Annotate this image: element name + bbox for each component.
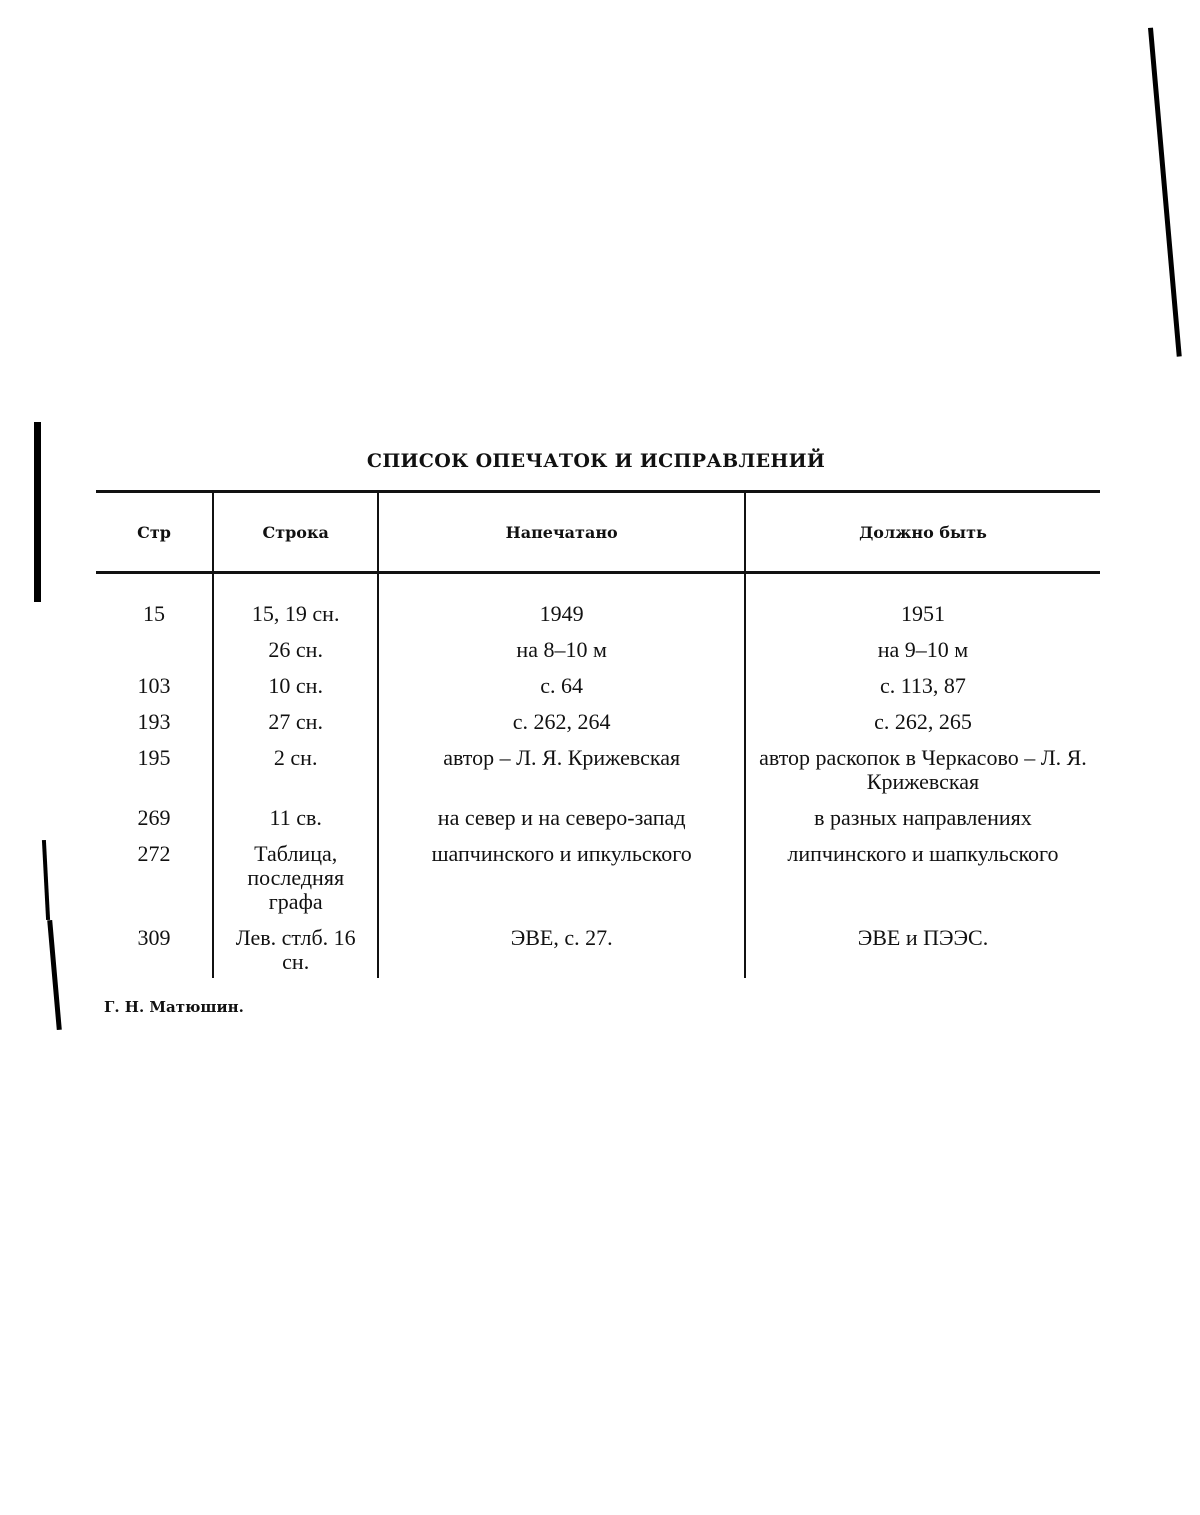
header-page: Стр	[96, 492, 213, 573]
cell-printed: с. 262, 264	[378, 704, 745, 740]
cell-page: 195	[137, 745, 171, 770]
table-row	[96, 836, 1100, 920]
header-should-be: Должно быть	[745, 492, 1100, 573]
cell-line: 2 сн.	[213, 740, 378, 800]
table-header-row	[96, 492, 1100, 573]
scan-artifact	[34, 422, 41, 602]
cell-page: 309	[137, 925, 171, 950]
cell-printed: 1949	[378, 573, 745, 633]
cell-line: 27 сн.	[213, 704, 378, 740]
cell-page: 15	[143, 601, 165, 626]
cell-should-be: автор раскопок в Черкасово – Л. Я. Крижевская	[745, 740, 1100, 800]
cell-line: 15, 19 сн.	[213, 573, 378, 633]
header-printed: Напечатано	[378, 492, 745, 573]
table-row	[96, 740, 1100, 800]
cell-printed: на север и на северо-запад	[378, 800, 745, 836]
cell-page: 193	[137, 709, 171, 734]
scan-artifact	[1148, 28, 1182, 357]
scan-artifact	[42, 840, 50, 920]
cell-line: 10 сн.	[213, 668, 378, 704]
cell-line: Лев. стлб. 16 сн.	[213, 920, 378, 978]
cell-page: 103	[137, 673, 171, 698]
author-signature: Г. Н. Матюшин.	[104, 998, 244, 1016]
cell-should-be: с. 113, 87	[745, 668, 1100, 704]
cell-printed: автор – Л. Я. Крижевская	[378, 740, 745, 800]
page-title: СПИСОК ОПЕЧАТОК И ИСПРАВЛЕНИЙ	[366, 450, 826, 472]
errata-table	[96, 490, 1100, 978]
cell-should-be: ЭВЕ и ПЭЭС.	[745, 920, 1100, 978]
cell-printed: с. 64	[378, 668, 745, 704]
scan-artifact	[47, 920, 62, 1030]
cell-printed: на 8–10 м	[378, 632, 745, 668]
cell-printed: ЭВЕ, с. 27.	[378, 920, 745, 978]
cell-line: 11 св.	[213, 800, 378, 836]
cell-should-be: липчинского и шапкульского	[745, 836, 1100, 920]
table-row	[96, 632, 1100, 668]
table-row	[96, 800, 1100, 836]
cell-line: 26 сн.	[213, 632, 378, 668]
table-row	[96, 704, 1100, 740]
cell-should-be: с. 262, 265	[745, 704, 1100, 740]
cell-printed: шапчинского и ипкульского	[378, 836, 745, 920]
table-row	[96, 920, 1100, 978]
header-line: Строка	[213, 492, 378, 573]
table-row	[96, 668, 1100, 704]
cell-should-be: на 9–10 м	[745, 632, 1100, 668]
cell-should-be: 1951	[745, 573, 1100, 633]
cell-page: 272	[137, 841, 171, 866]
table-row	[96, 573, 1100, 633]
cell-page	[96, 632, 213, 668]
cell-page: 269	[137, 805, 171, 830]
cell-should-be: в разных направлениях	[745, 800, 1100, 836]
cell-line: Таблица, последняя графа	[213, 836, 378, 920]
